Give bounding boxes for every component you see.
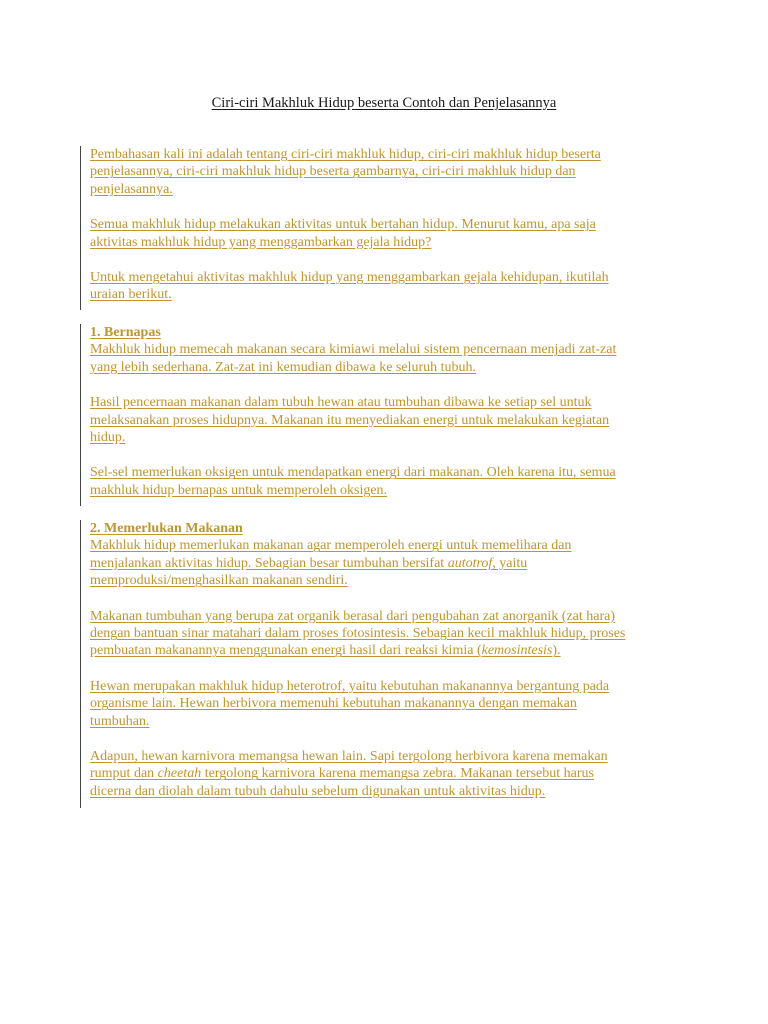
text-line: Makhluk hidup memerlukan makanan agar memperoleh energi untuk memelihara dan [90,538,572,554]
section-heading: 1. Bernapas [90,325,161,340]
text-line [90,555,625,572]
text-segment: , yaitu [492,555,528,571]
text-line: Hasil pencernaan makanan dalam tubuh hewan atau tumbuhan dibawa ke setiap sel untuk [90,395,592,411]
italic-term: cheetah [157,766,202,782]
text-line: aktivitas makhluk hidup yang menggambarkan gejala hidup? [90,234,432,250]
text-line: Sel-sel memerlukan oksigen untuk mendapatkan energi dari makanan. Oleh karena itu, semua [90,465,616,481]
section-2-paragraph-3 [90,678,625,730]
text-line: uraian berikut. [90,287,172,303]
text-line: hidup. [90,430,126,446]
section-2-paragraph-2 [90,608,625,660]
text-line: makhluk hidup bernapas untuk memperoleh oksigen. [90,482,388,498]
document-title: Ciri-ciri Makhluk Hidup beserta Contoh dan Penjelasannya [211,95,557,111]
text-line: penjelasannya, ciri-ciri makhluk hidup beserta gambarnya, ciri-ciri makhluk hidup dan [90,164,576,180]
text-line [90,642,625,659]
text-line: dengan bantuan sinar matahari dalam proses fotosintesis. Sebagian kecil makhluk hidup, proses [90,626,626,642]
italic-term: kemosintesis [481,643,553,659]
text-line: Pembahasan kali ini adalah tentang ciri-ciri makhluk hidup, ciri-ciri makhluk hidup beserta [90,147,601,162]
text-line: Untuk mengetahui aktivitas makhluk hidup yang menggambarkan gejala kehidupan, ikutilah [90,270,609,286]
text-line: yang lebih sederhana. Zat-zat ini kemudian dibawa ke seluruh tubuh. [90,359,477,375]
text-segment: rumput dan [90,766,158,782]
text-line: memproduksi/menghasilkan makanan sendiri. [90,573,348,589]
text-line: organisme lain. Hewan herbivora memenuhi kebutuhan makanannya dengan memakan [90,696,577,712]
text-line: Makhluk hidup memecah makanan secara kimiawi melalui sistem pencernaan menjadi zat-zat [90,342,617,358]
text-line: Hewan merupakan makhluk hidup heterotrof, yaitu kebutuhan makanannya bergantung pada [90,678,610,694]
text-segment: pembuatan makanannya menggunakan energi hasil dari reaksi kimia ( [90,643,482,659]
text-line: tumbuhan. [90,713,150,729]
section-heading: 2. Memerlukan Makanan [90,521,243,536]
section-bernapas [80,324,616,506]
intro-paragraph-1 [90,146,609,198]
section-2-paragraph-1 [90,520,625,590]
section-1-paragraph-3 [90,464,616,499]
text-line: penjelasannya. [90,181,173,197]
text-segment: ). [552,643,561,659]
text-line [90,765,625,782]
italic-term: autotrof [447,555,493,571]
intro-paragraph-3 [90,269,609,304]
text-line: Adapun, hewan karnivora memangsa hewan lain. Sapi tergolong herbivora karena memakan [90,749,608,765]
text-segment: menjalankan aktivitas hidup. Sebagian besar tumbuhan bersifat [90,555,448,571]
text-line: melaksanakan proses hidupnya. Makanan itu menyediakan energi untuk melakukan kegiatan [90,412,610,428]
section-2-paragraph-4 [90,748,625,800]
text-line: Makanan tumbuhan yang berupa zat organik berasal dari pengubahan zat anorganik (zat hara) [90,608,616,624]
intro-paragraph-2 [90,216,609,251]
section-1-paragraph-1 [90,324,616,376]
text-line: Semua makhluk hidup melakukan aktivitas untuk bertahan hidup. Menurut kamu, apa saja [90,217,596,233]
section-1-paragraph-2 [90,394,616,446]
section-memerlukan-makanan [80,520,625,808]
intro-block [80,146,609,310]
text-line: dicerna dan diolah dalam tubuh dahulu sebelum digunakan untuk aktivitas hidup. [90,783,546,799]
text-segment: tergolong karnivora karena memangsa zebra. Makanan tersebut harus [201,766,594,782]
